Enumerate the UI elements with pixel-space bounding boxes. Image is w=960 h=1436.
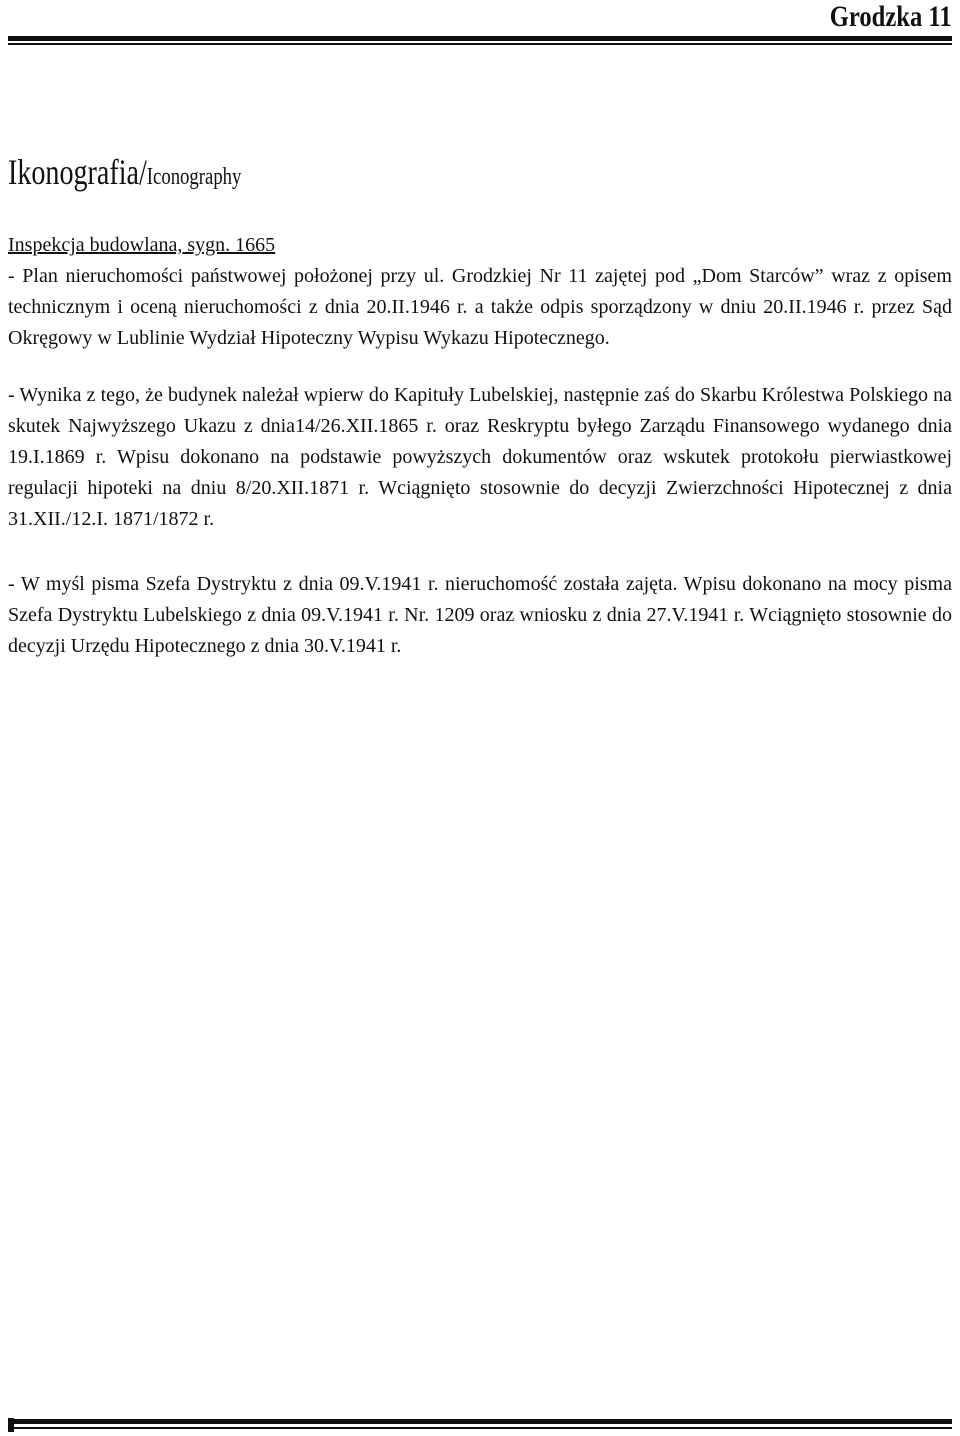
header-rule-thin <box>8 43 952 45</box>
footer-rule-thick <box>8 1419 952 1424</box>
footer-rule-thin <box>8 1427 952 1429</box>
document-body <box>8 230 952 662</box>
header-rule-thick <box>8 36 952 41</box>
section-heading-sub: Iconography <box>146 164 242 190</box>
entry-plan: - Plan nieruchomości państwowej położonej przy ul. Grodzkiej Nr 11 zajętej pod „Dom Starców” wraz z opisem technicznym i oceną nieruchomości z dnia 20.II.1946 r. a także odpis sporządzony w dniu 20.II.1946 r. przez Sąd Okręgowy w Lublinie Wydział Hipoteczny Wypisu Wykazu Hipotecznego. <box>8 265 952 349</box>
source-reference: Inspekcja budowlana, sygn. 1665 <box>8 234 276 256</box>
entry-seizure: - W myśl pisma Szefa Dystryktu z dnia 09.V.1941 r. nieruchomość została zajęta. Wpisu dokonano na mocy pisma Szefa Dystryktu Lubelskiego z dnia 09.V.1941 r. Nr. 1209 oraz wniosku z dnia 27.V.1941 r. Wciągnięto stosownie do decyzji Urzędu Hipotecznego z dnia 30.V.1941 r. <box>8 573 952 657</box>
spacer <box>8 354 952 380</box>
section-heading <box>8 150 241 199</box>
page-header <box>0 0 960 44</box>
entry-ownership: - Wynika z tego, że budynek należał wpierw do Kapituły Lubelskiej, następnie zaś do Skarbu Królestwa Polskiego na skutek Najwyższego Ukazu z dnia14/26.XII.1865 r. oraz Reskryptu byłego Zarządu Finansowego wydanego dnia 19.I.1869 r. Wpisu dokonano na podstawie powyższych dokumentów oraz wskutek protokołu pierwiastkowej regulacji hipoteki na dniu 8/20.XII.1871 r. Wciągnięto stosownie do decyzji Zwierzchności Hipotecznej z dnia 31.XII./12.I. 1871/1872 r. <box>8 384 952 530</box>
section-heading-main: Ikonografia/ <box>8 152 147 192</box>
footer-mark <box>8 1418 14 1432</box>
page-title: Grodzka 11 <box>830 0 952 33</box>
spacer <box>8 535 952 569</box>
